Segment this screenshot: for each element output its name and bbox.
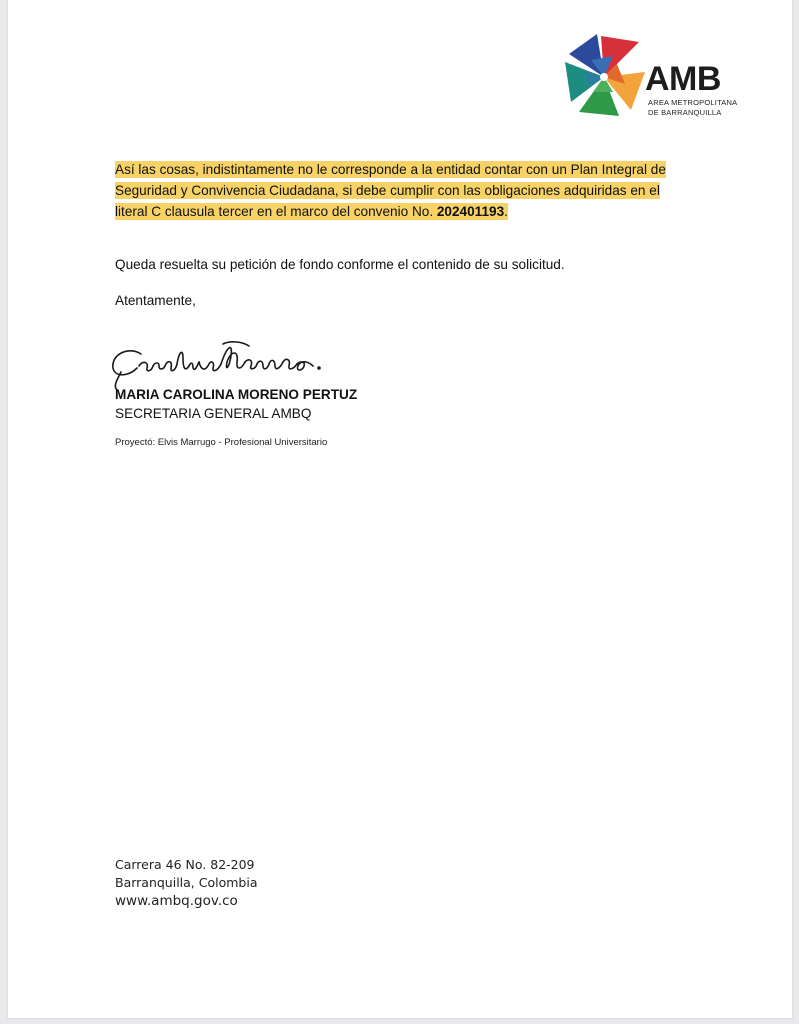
agreement-number: 202401193	[436, 204, 505, 219]
footer	[115, 856, 258, 910]
footer-city: Barranquilla, Colombia	[115, 875, 258, 890]
pinwheel-logo-icon	[561, 32, 647, 122]
closing-salutation: Atentamente,	[115, 293, 196, 308]
resolution-line: Queda resuelta su petición de fondo conforme el contenido de su solicitud.	[115, 257, 565, 272]
handwritten-signature	[103, 332, 333, 392]
signer-title: SECRETARIA GENERAL AMBQ	[115, 406, 312, 421]
highlighted-paragraph	[115, 159, 695, 222]
amb-logo	[561, 32, 741, 122]
prepared-by: Proyectó: Elvis Marrugo - Profesional Universitario	[115, 437, 328, 448]
logo-title: AMB	[645, 60, 721, 98]
logo-subtitle-line-2: DE BARRANQUILLA	[648, 108, 722, 117]
document-page	[8, 0, 792, 1018]
footer-address: Carrera 46 No. 82-209	[115, 857, 255, 872]
signer-name: MARIA CAROLINA MORENO PERTUZ	[115, 387, 358, 402]
highlight-body: Así las cosas, indistintamente no le corresponde a la entidad contar con un Plan Integral de Seguridad y Convivencia Ciudadana, si debe cumplir con las obligaciones adquiridas en el literal C clausula tercer en el marco del convenio No.	[115, 162, 666, 219]
logo-subtitle	[648, 98, 737, 118]
footer-website[interactable]: www.ambq.gov.co	[115, 893, 238, 909]
highlight-suffix: .	[504, 204, 508, 219]
logo-subtitle-line-1: AREA METROPOLITANA	[648, 98, 738, 107]
highlighted-text	[115, 161, 666, 220]
